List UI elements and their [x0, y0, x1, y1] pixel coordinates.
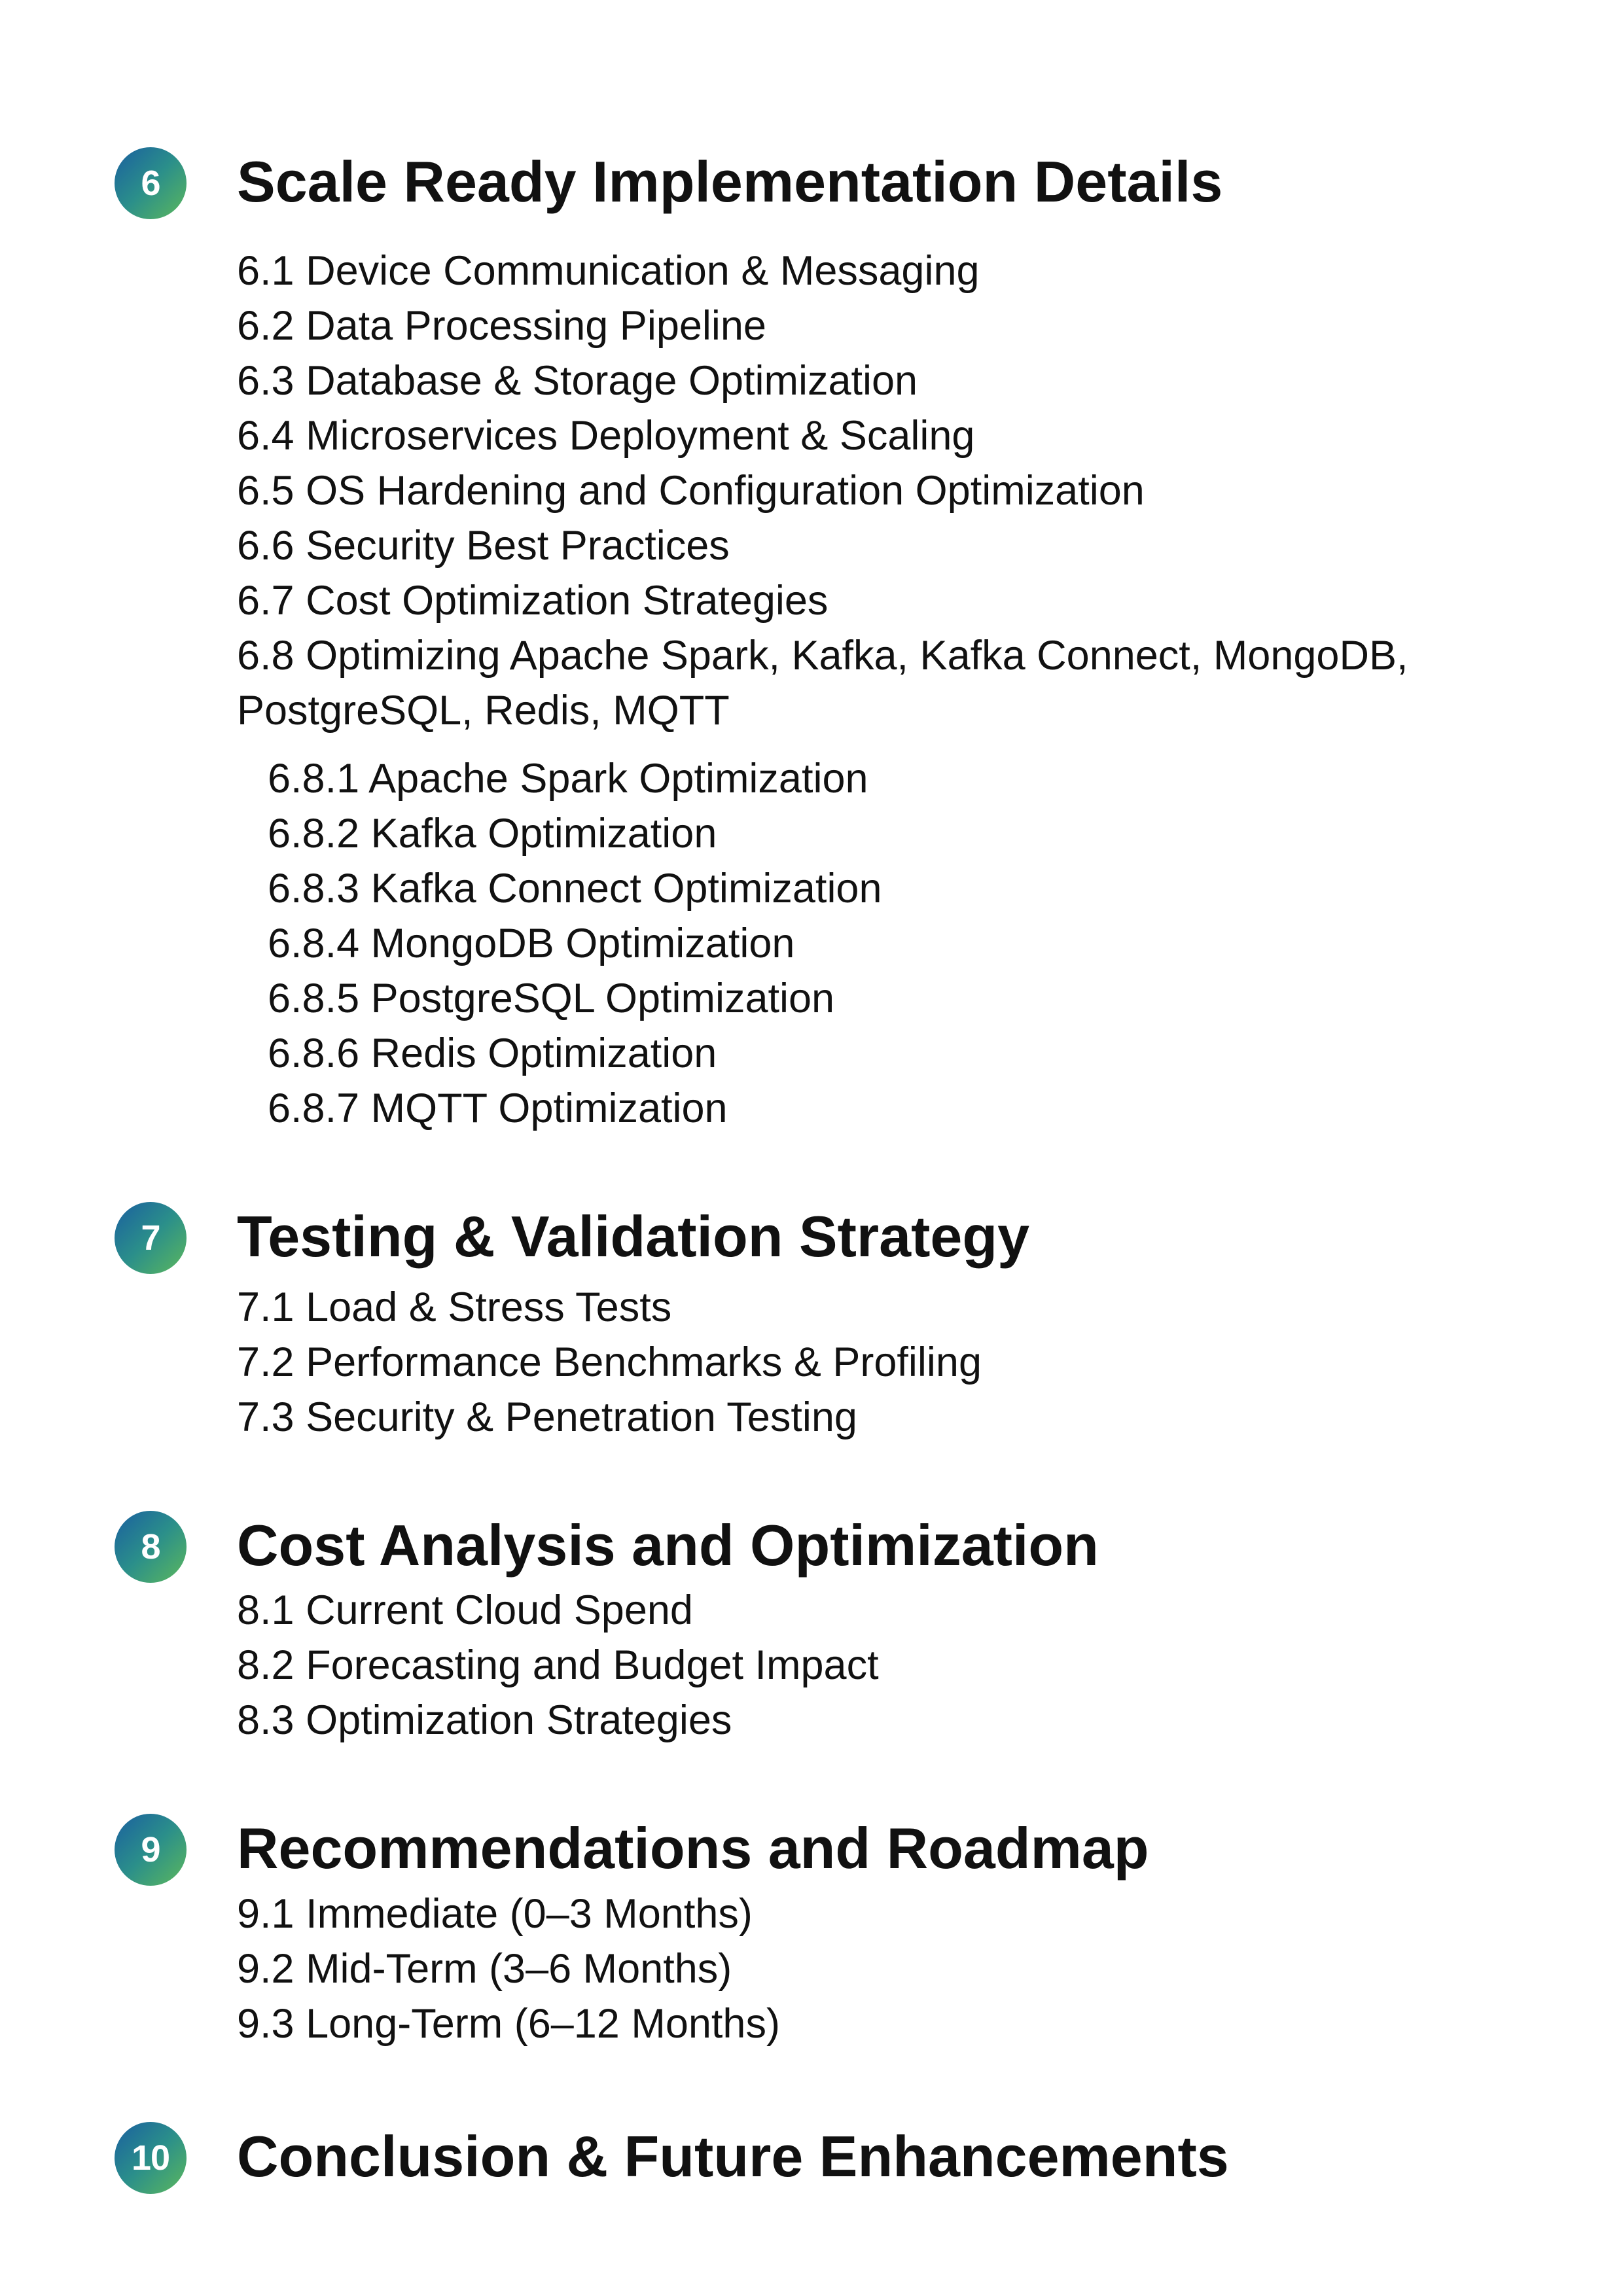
toc-subitem[interactable]: 6.8.3 Kafka Connect Optimization	[268, 866, 882, 911]
section-number-badge: 9	[115, 1814, 187, 1886]
toc-item[interactable]: 6.6 Security Best Practices	[237, 523, 730, 569]
toc-item[interactable]: 9.3 Long-Term (6–12 Months)	[237, 2001, 780, 2047]
toc-item[interactable]: 6.8 Optimizing Apache Spark, Kafka, Kafka Connect, MongoDB, PostgreSQL, Redis, MQTT	[237, 633, 1408, 733]
section-item-list	[237, 1280, 1520, 1445]
toc-item[interactable]: 8.1 Current Cloud Spend	[237, 1587, 693, 1633]
toc-subitem[interactable]: 6.8.6 Redis Optimization	[268, 1031, 717, 1076]
section-number-badge: 6	[115, 147, 187, 219]
section-heading[interactable]: Recommendations and Roadmap	[237, 1816, 1149, 1881]
section-heading[interactable]: Scale Ready Implementation Details	[237, 149, 1223, 214]
toc-subitem[interactable]: 6.8.7 MQTT Optimization	[268, 1086, 728, 1131]
toc-item[interactable]: 6.3 Database & Storage Optimization	[237, 358, 918, 404]
toc-item[interactable]: 9.2 Mid-Term (3–6 Months)	[237, 1946, 732, 1992]
section-item-list	[237, 1886, 1520, 2051]
toc-item[interactable]: 8.3 Optimization Strategies	[237, 1697, 732, 1743]
section-number-badge: 7	[115, 1202, 187, 1274]
toc-subitem[interactable]: 6.8.2 Kafka Optimization	[268, 811, 717, 857]
toc-item[interactable]: 8.2 Forecasting and Budget Impact	[237, 1642, 879, 1688]
toc-item[interactable]: 7.3 Security & Penetration Testing	[237, 1394, 857, 1440]
section-number-badge: 8	[115, 1511, 187, 1583]
toc-item[interactable]: 6.2 Data Processing Pipeline	[237, 303, 766, 349]
toc-item[interactable]: 6.5 OS Hardening and Configuration Optimization	[237, 468, 1145, 514]
toc-subitem[interactable]: 6.8.4 MongoDB Optimization	[268, 921, 795, 966]
toc-subitem[interactable]: 6.8.5 PostgreSQL Optimization	[268, 976, 835, 1021]
toc-item[interactable]: 6.7 Cost Optimization Strategies	[237, 578, 829, 624]
section-heading[interactable]: Cost Analysis and Optimization	[237, 1513, 1099, 1578]
section-number-badge: 10	[115, 2122, 187, 2194]
section-item-list	[237, 243, 1520, 1136]
toc-item[interactable]: 7.2 Performance Benchmarks & Profiling	[237, 1339, 982, 1385]
section-item-list	[237, 1583, 1520, 1748]
toc-item[interactable]: 9.1 Immediate (0–3 Months)	[237, 1891, 753, 1937]
section-heading[interactable]: Testing & Validation Strategy	[237, 1204, 1030, 1269]
toc-item[interactable]: 6.4 Microservices Deployment & Scaling	[237, 413, 975, 459]
toc-subitem[interactable]: 6.8.1 Apache Spark Optimization	[268, 756, 868, 802]
toc-item[interactable]: 7.1 Load & Stress Tests	[237, 1284, 672, 1330]
toc-item[interactable]: 6.1 Device Communication & Messaging	[237, 248, 980, 294]
section-heading[interactable]: Conclusion & Future Enhancements	[237, 2124, 1229, 2189]
